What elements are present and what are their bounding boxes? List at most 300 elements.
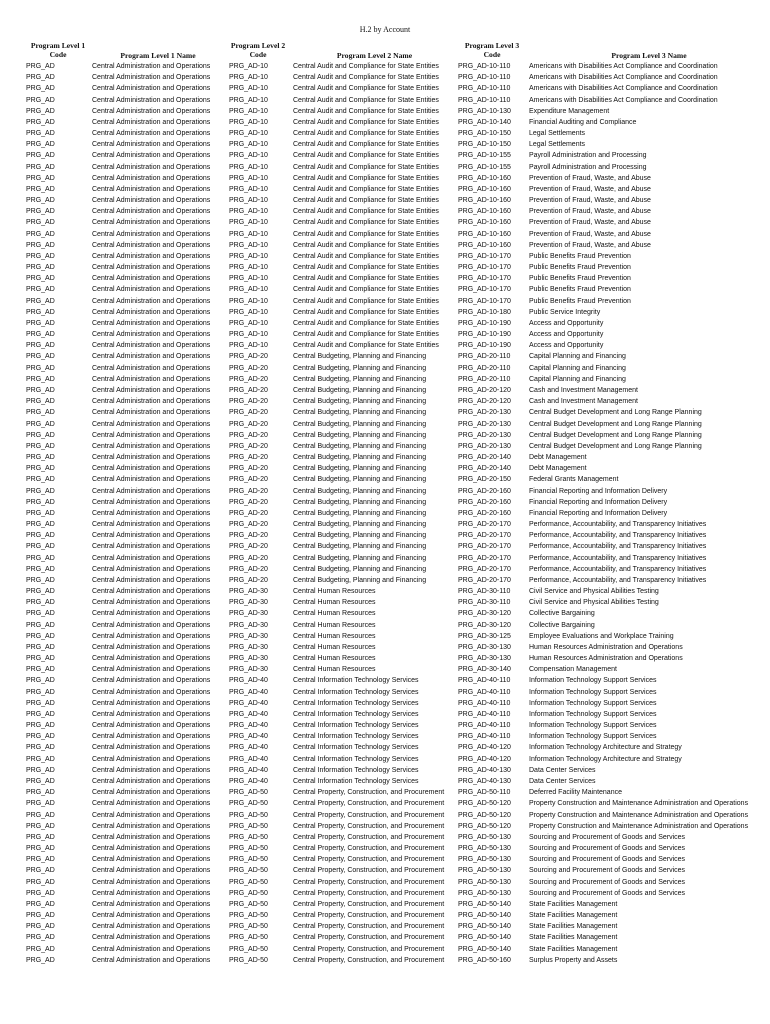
level3-name-cell: Data Center Services (529, 778, 596, 785)
level1-name-cell: Central Administration and Operations (92, 431, 211, 439)
level1-name-cell: Central Administration and Operations (92, 107, 211, 115)
level3-code-cell: PRG_AD-10-150 (458, 130, 511, 138)
level1-name-cell: Central Administration and Operations (92, 912, 211, 920)
level2-code-cell: PRG_AD-40 (229, 778, 268, 785)
level2-code-cell: PRG_AD-10 (229, 185, 268, 193)
level1-name-cell: Central Administration and Operations (92, 141, 211, 149)
level1-code-cell: PRG_AD (26, 63, 55, 70)
level3-name-cell: Performance, Accountability, and Transparency Initiatives (529, 576, 707, 584)
level3-code-cell: PRG_AD-30-120 (458, 621, 511, 629)
table-row (0, 698, 770, 709)
level3-name-cell: Capital Planning and Financing (529, 375, 626, 383)
level1-code-cell: PRG_AD (26, 867, 55, 875)
level2-name-cell: Central Budgeting, Planning and Financing (293, 386, 427, 394)
level3-code-cell: PRG_AD-50-140 (458, 912, 511, 920)
level1-name-cell: Central Administration and Operations (92, 576, 211, 584)
level3-code-cell: PRG_AD-30-120 (458, 610, 511, 618)
level3-code-cell: PRG_AD-10-110 (458, 96, 511, 104)
level1-name-cell: Central Administration and Operations (92, 487, 211, 495)
level1-code-cell: PRG_AD (26, 643, 55, 651)
level2-name-cell: Central Information Technology Services (293, 722, 419, 730)
level1-code-cell: PRG_AD (26, 130, 55, 138)
level3-name-cell: Compensation Management (529, 666, 617, 674)
level2-code-cell: PRG_AD-10 (229, 163, 268, 171)
level3-code-cell: PRG_AD-30-110 (458, 588, 511, 596)
level2-name-cell: Central Property, Construction, and Procurement (293, 789, 445, 797)
level1-name-cell: Central Administration and Operations (92, 699, 211, 707)
level2-code-cell: PRG_AD-40 (229, 710, 268, 718)
table-row (0, 877, 770, 888)
level3-code-cell: PRG_AD-10-130 (458, 107, 511, 115)
level3-code-cell: PRG_AD-10-150 (458, 141, 511, 149)
level2-code-cell: PRG_AD-40 (229, 755, 268, 763)
level2-code-cell: PRG_AD-40 (229, 733, 268, 741)
level2-name-cell: Central Property, Construction, and Procurement (293, 945, 445, 953)
header-level3-name: Program Level 3 Name (611, 51, 687, 60)
level1-code-cell: PRG_AD (26, 856, 55, 864)
level3-code-cell: PRG_AD-10-160 (458, 219, 511, 227)
level2-name-cell: Central Budgeting, Planning and Financing (293, 543, 427, 551)
level1-name-cell: Central Administration and Operations (92, 688, 211, 696)
level2-code-cell: PRG_AD-20 (229, 353, 268, 361)
level1-code-cell: PRG_AD (26, 588, 55, 596)
level1-code-cell: PRG_AD (26, 174, 55, 182)
table-row (0, 720, 770, 731)
table-row (0, 217, 770, 228)
table-row (0, 351, 770, 362)
level1-code-cell: PRG_AD (26, 778, 55, 785)
level1-name-cell: Central Administration and Operations (92, 476, 211, 484)
level2-code-cell: PRG_AD-10 (229, 197, 268, 205)
table-row (0, 340, 770, 351)
level2-code-cell: PRG_AD-20 (229, 431, 268, 439)
level3-name-cell: Sourcing and Procurement of Goods and Services (529, 833, 686, 841)
table-row (0, 329, 770, 340)
level1-code-cell: PRG_AD (26, 666, 55, 674)
level2-name-cell: Central Property, Construction, and Procurement (293, 878, 445, 886)
level3-code-cell: PRG_AD-20-160 (458, 498, 511, 506)
level1-code-cell: PRG_AD (26, 442, 55, 450)
table-row (0, 117, 770, 128)
level3-name-cell: Central Budget Development and Long Range Planning (529, 442, 702, 450)
level3-code-cell: PRG_AD-20-170 (458, 532, 511, 540)
level1-name-cell: Central Administration and Operations (92, 252, 211, 260)
report-title: H.2 by Account (359, 25, 411, 34)
level2-name-cell: Central Human Resources (293, 632, 376, 640)
level2-name-cell: Central Audit and Compliance for State Entities (293, 286, 439, 294)
table-row (0, 463, 770, 474)
level3-name-cell: Civil Service and Physical Abilities Testing (529, 599, 659, 607)
level1-code-cell: PRG_AD (26, 219, 55, 227)
level3-name-cell: Prevention of Fraud, Waste, and Abuse (529, 208, 651, 216)
table-row (0, 452, 770, 463)
level1-name-cell: Central Administration and Operations (92, 845, 211, 853)
level3-code-cell: PRG_AD-40-120 (458, 755, 511, 763)
level3-name-cell: Americans with Disabilities Act Compliance and Coordination (529, 63, 718, 70)
level2-code-cell: PRG_AD-20 (229, 364, 268, 372)
level3-name-cell: Information Technology Support Services (529, 710, 657, 718)
level2-name-cell: Central Property, Construction, and Procurement (293, 811, 445, 819)
level2-name-cell: Central Budgeting, Planning and Financing (293, 353, 427, 361)
level3-code-cell: PRG_AD-50-140 (458, 945, 511, 953)
level3-name-cell: Property Construction and Maintenance Administration and Operations (529, 822, 749, 830)
level1-code-cell: PRG_AD (26, 152, 55, 160)
table-row (0, 139, 770, 150)
level1-code-cell: PRG_AD (26, 532, 55, 540)
table-row (0, 284, 770, 295)
level2-code-cell: PRG_AD-50 (229, 889, 268, 897)
level2-name-cell: Central Budgeting, Planning and Financing (293, 409, 427, 417)
level1-code-cell: PRG_AD (26, 487, 55, 495)
level2-name-cell: Central Property, Construction, and Procurement (293, 923, 445, 931)
level1-name-cell: Central Administration and Operations (92, 655, 211, 663)
level3-name-cell: Access and Opportunity (529, 331, 604, 339)
level3-code-cell: PRG_AD-30-140 (458, 666, 511, 674)
level2-code-cell: PRG_AD-10 (229, 63, 268, 70)
level1-code-cell: PRG_AD (26, 107, 55, 115)
level1-code-cell: PRG_AD (26, 163, 55, 171)
level1-code-cell: PRG_AD (26, 208, 55, 216)
table-row (0, 61, 770, 72)
level2-name-cell: Central Information Technology Services (293, 710, 419, 718)
level3-code-cell: PRG_AD-10-160 (458, 197, 511, 205)
level3-code-cell: PRG_AD-10-170 (458, 264, 511, 272)
level2-code-cell: PRG_AD-50 (229, 867, 268, 875)
level1-code-cell: PRG_AD (26, 744, 55, 752)
level2-name-cell: Central Budgeting, Planning and Financing (293, 498, 427, 506)
level1-name-cell: Central Administration and Operations (92, 599, 211, 607)
table-row (0, 955, 770, 966)
level1-name-cell: Central Administration and Operations (92, 498, 211, 506)
level1-name-cell: Central Administration and Operations (92, 543, 211, 551)
level1-name-cell: Central Administration and Operations (92, 677, 211, 685)
level1-name-cell: Central Administration and Operations (92, 264, 211, 272)
level2-code-cell: PRG_AD-10 (229, 275, 268, 283)
level3-name-cell: Central Budget Development and Long Range Planning (529, 431, 702, 439)
level3-name-cell: Information Technology Architecture and Strategy (529, 744, 682, 752)
level1-name-cell: Central Administration and Operations (92, 878, 211, 886)
level1-code-cell: PRG_AD (26, 554, 55, 562)
table-row (0, 106, 770, 117)
level1-code-cell: PRG_AD (26, 197, 55, 205)
table-row (0, 318, 770, 329)
level2-name-cell: Central Budgeting, Planning and Financing (293, 454, 427, 462)
level2-name-cell: Central Budgeting, Planning and Financing (293, 398, 427, 406)
level3-code-cell: PRG_AD-10-170 (458, 297, 511, 305)
table-row (0, 307, 770, 318)
level1-name-cell: Central Administration and Operations (92, 934, 211, 942)
level2-name-cell: Central Information Technology Services (293, 733, 419, 741)
level3-code-cell: PRG_AD-20-170 (458, 521, 511, 529)
table-row (0, 407, 770, 418)
level3-code-cell: PRG_AD-20-120 (458, 386, 511, 394)
level2-name-cell: Central Property, Construction, and Procurement (293, 867, 445, 875)
level1-name-cell: Central Administration and Operations (92, 308, 211, 316)
table-row (0, 642, 770, 653)
level2-name-cell: Central Information Technology Services (293, 755, 419, 763)
level2-name-cell: Central Property, Construction, and Procurement (293, 833, 445, 841)
level3-name-cell: Central Budget Development and Long Range Planning (529, 420, 702, 428)
level3-name-cell: Payroll Administration and Processing (529, 163, 647, 171)
level3-name-cell: Prevention of Fraud, Waste, and Abuse (529, 185, 651, 193)
level3-name-cell: Information Technology Architecture and Strategy (529, 755, 682, 763)
level3-code-cell: PRG_AD-10-155 (458, 152, 511, 160)
level2-name-cell: Central Human Resources (293, 643, 376, 651)
level3-name-cell: Property Construction and Maintenance Administration and Operations (529, 800, 749, 808)
level3-name-cell: Performance, Accountability, and Transparency Initiatives (529, 532, 707, 540)
level1-name-cell: Central Administration and Operations (92, 588, 211, 596)
level1-name-cell: Central Administration and Operations (92, 353, 211, 361)
level3-name-cell: Prevention of Fraud, Waste, and Abuse (529, 230, 651, 238)
level2-code-cell: PRG_AD-50 (229, 923, 268, 931)
level2-code-cell: PRG_AD-50 (229, 800, 268, 808)
level3-name-cell: Sourcing and Procurement of Goods and Services (529, 867, 686, 875)
table-row (0, 474, 770, 485)
level2-code-cell: PRG_AD-20 (229, 409, 268, 417)
level1-code-cell: PRG_AD (26, 275, 55, 283)
table-row (0, 653, 770, 664)
level3-code-cell: PRG_AD-50-130 (458, 856, 511, 864)
level3-name-cell: Information Technology Support Services (529, 722, 657, 730)
level1-name-cell: Central Administration and Operations (92, 96, 211, 104)
level2-code-cell: PRG_AD-10 (229, 241, 268, 249)
table-row (0, 787, 770, 798)
level1-code-cell: PRG_AD (26, 364, 55, 372)
level3-name-cell: Prevention of Fraud, Waste, and Abuse (529, 197, 651, 205)
table-row (0, 519, 770, 530)
level1-code-cell: PRG_AD (26, 353, 55, 361)
level2-code-cell: PRG_AD-20 (229, 576, 268, 584)
level3-code-cell: PRG_AD-20-160 (458, 487, 511, 495)
level2-name-cell: Central Audit and Compliance for State Entities (293, 197, 439, 205)
level2-code-cell: PRG_AD-20 (229, 565, 268, 573)
level3-code-cell: PRG_AD-50-140 (458, 934, 511, 942)
level2-code-cell: PRG_AD-10 (229, 130, 268, 138)
table-row (0, 821, 770, 832)
level3-code-cell: PRG_AD-10-190 (458, 319, 511, 327)
table-row (0, 776, 770, 787)
level1-name-cell: Central Administration and Operations (92, 722, 211, 730)
level2-name-cell: Central Budgeting, Planning and Financing (293, 465, 427, 473)
level2-code-cell: PRG_AD-10 (229, 96, 268, 104)
level3-name-cell: Employee Evaluations and Workplace Training (529, 632, 674, 640)
table-row (0, 564, 770, 575)
table-row (0, 586, 770, 597)
level2-code-cell: PRG_AD-50 (229, 845, 268, 853)
level1-name-cell: Central Administration and Operations (92, 465, 211, 473)
level1-name-cell: Central Administration and Operations (92, 319, 211, 327)
level2-name-cell: Central Human Resources (293, 588, 376, 596)
level3-name-cell: Financial Auditing and Compliance (529, 118, 637, 126)
level2-name-cell: Central Audit and Compliance for State Entities (293, 152, 439, 160)
level1-name-cell: Central Administration and Operations (92, 163, 211, 171)
level1-name-cell: Central Administration and Operations (92, 454, 211, 462)
level1-code-cell: PRG_AD (26, 543, 55, 551)
level1-code-cell: PRG_AD (26, 241, 55, 249)
level1-name-cell: Central Administration and Operations (92, 565, 211, 573)
level3-name-cell: Sourcing and Procurement of Goods and Services (529, 856, 686, 864)
level2-name-cell: Central Audit and Compliance for State Entities (293, 275, 439, 283)
table-row (0, 575, 770, 586)
level2-name-cell: Central Budgeting, Planning and Financing (293, 576, 427, 584)
level2-name-cell: Central Information Technology Services (293, 778, 419, 785)
level1-code-cell: PRG_AD (26, 118, 55, 126)
level3-name-cell: Financial Reporting and Information Delivery (529, 498, 668, 506)
level3-name-cell: Public Benefits Fraud Prevention (529, 297, 631, 305)
table-row (0, 530, 770, 541)
level3-name-cell: Federal Grants Management (529, 476, 619, 484)
table-row (0, 206, 770, 217)
table-row (0, 765, 770, 776)
level1-name-cell: Central Administration and Operations (92, 375, 211, 383)
table-row (0, 742, 770, 753)
level1-name-cell: Central Administration and Operations (92, 945, 211, 953)
level3-name-cell: Central Budget Development and Long Range Planning (529, 409, 702, 417)
level1-name-cell: Central Administration and Operations (92, 442, 211, 450)
level2-name-cell: Central Audit and Compliance for State Entities (293, 63, 439, 70)
table-row (0, 273, 770, 284)
level1-name-cell: Central Administration and Operations (92, 833, 211, 841)
level2-name-cell: Central Budgeting, Planning and Financing (293, 554, 427, 562)
level1-code-cell: PRG_AD (26, 96, 55, 104)
level3-code-cell: PRG_AD-20-140 (458, 454, 511, 462)
level3-name-cell: Americans with Disabilities Act Compliance and Coordination (529, 96, 718, 104)
level2-name-cell: Central Property, Construction, and Procurement (293, 800, 445, 808)
table-row (0, 363, 770, 374)
level1-code-cell: PRG_AD (26, 833, 55, 841)
table-row (0, 262, 770, 273)
level1-code-cell: PRG_AD (26, 74, 55, 82)
level1-name-cell: Central Administration and Operations (92, 621, 211, 629)
level1-name-cell: Central Administration and Operations (92, 241, 211, 249)
level2-name-cell: Central Information Technology Services (293, 677, 419, 685)
level3-name-cell: State Facilities Management (529, 900, 618, 908)
level1-code-cell: PRG_AD (26, 710, 55, 718)
level1-code-cell: PRG_AD (26, 420, 55, 428)
table-row (0, 486, 770, 497)
level2-name-cell: Central Audit and Compliance for State Entities (293, 208, 439, 216)
level2-code-cell: PRG_AD-10 (229, 286, 268, 294)
level2-name-cell: Central Audit and Compliance for State Entities (293, 241, 439, 249)
table-row (0, 843, 770, 854)
table-row (0, 72, 770, 83)
level1-code-cell: PRG_AD (26, 319, 55, 327)
level3-code-cell: PRG_AD-10-160 (458, 185, 511, 193)
level1-code-cell: PRG_AD (26, 498, 55, 506)
level1-code-cell: PRG_AD (26, 621, 55, 629)
level1-name-cell: Central Administration and Operations (92, 800, 211, 808)
level3-code-cell: PRG_AD-50-130 (458, 889, 511, 897)
table-row (0, 251, 770, 262)
level1-name-cell: Central Administration and Operations (92, 386, 211, 394)
level1-name-cell: Central Administration and Operations (92, 610, 211, 618)
level3-name-cell: Human Resources Administration and Operations (529, 655, 683, 663)
level2-name-cell: Central Budgeting, Planning and Financing (293, 521, 427, 529)
level3-code-cell: PRG_AD-30-130 (458, 643, 511, 651)
table-row (0, 162, 770, 173)
level3-name-cell: Property Construction and Maintenance Administration and Operations (529, 811, 749, 819)
level3-name-cell: Payroll Administration and Processing (529, 152, 647, 160)
level2-code-cell: PRG_AD-40 (229, 677, 268, 685)
level2-name-cell: Central Audit and Compliance for State Entities (293, 297, 439, 305)
level1-code-cell: PRG_AD (26, 766, 55, 774)
level3-code-cell: PRG_AD-50-140 (458, 900, 511, 908)
level3-name-cell: Data Center Services (529, 766, 596, 774)
level1-code-cell: PRG_AD (26, 677, 55, 685)
level2-code-cell: PRG_AD-50 (229, 912, 268, 920)
level1-code-cell: PRG_AD (26, 632, 55, 640)
level2-code-cell: PRG_AD-10 (229, 219, 268, 227)
table-row (0, 497, 770, 508)
level3-name-cell: Capital Planning and Financing (529, 364, 626, 372)
table-row (0, 620, 770, 631)
level1-code-cell: PRG_AD (26, 431, 55, 439)
level1-code-cell: PRG_AD (26, 912, 55, 920)
table-row (0, 83, 770, 94)
level2-code-cell: PRG_AD-10 (229, 331, 268, 339)
level3-code-cell: PRG_AD-10-110 (458, 63, 511, 70)
level2-code-cell: PRG_AD-20 (229, 375, 268, 383)
level1-name-cell: Central Administration and Operations (92, 733, 211, 741)
level1-code-cell: PRG_AD (26, 822, 55, 830)
level1-name-cell: Central Administration and Operations (92, 532, 211, 540)
level3-name-cell: Collective Bargaining (529, 610, 595, 618)
level2-name-cell: Central Budgeting, Planning and Financing (293, 476, 427, 484)
level3-code-cell: PRG_AD-10-110 (458, 85, 511, 93)
level3-name-cell: Legal Settlements (529, 141, 586, 149)
table-row (0, 709, 770, 720)
level2-name-cell: Central Property, Construction, and Procurement (293, 934, 445, 942)
level3-code-cell: PRG_AD-50-130 (458, 878, 511, 886)
level3-name-cell: Financial Reporting and Information Delivery (529, 509, 668, 517)
table-row (0, 664, 770, 675)
level1-code-cell: PRG_AD (26, 398, 55, 406)
level1-name-cell: Central Administration and Operations (92, 63, 211, 70)
level3-code-cell: PRG_AD-40-110 (458, 699, 511, 707)
level2-name-cell: Central Budgeting, Planning and Financing (293, 532, 427, 540)
level2-code-cell: PRG_AD-20 (229, 487, 268, 495)
level1-code-cell: PRG_AD (26, 509, 55, 517)
level3-code-cell: PRG_AD-10-160 (458, 208, 511, 216)
level2-code-cell: PRG_AD-30 (229, 655, 268, 663)
level1-name-cell: Central Administration and Operations (92, 286, 211, 294)
level1-code-cell: PRG_AD (26, 722, 55, 730)
table-row (0, 95, 770, 106)
table-row (0, 865, 770, 876)
level3-code-cell: PRG_AD-20-170 (458, 543, 511, 551)
level2-name-cell: Central Audit and Compliance for State Entities (293, 264, 439, 272)
level3-name-cell: Legal Settlements (529, 130, 586, 138)
level1-code-cell: PRG_AD (26, 699, 55, 707)
level3-code-cell: PRG_AD-10-140 (458, 118, 511, 126)
level1-code-cell: PRG_AD (26, 476, 55, 484)
level1-name-cell: Central Administration and Operations (92, 331, 211, 339)
level2-code-cell: PRG_AD-20 (229, 498, 268, 506)
level2-code-cell: PRG_AD-50 (229, 956, 268, 964)
table-row (0, 798, 770, 809)
level2-code-cell: PRG_AD-10 (229, 85, 268, 93)
level1-code-cell: PRG_AD (26, 800, 55, 808)
table-row (0, 419, 770, 430)
level3-code-cell: PRG_AD-40-120 (458, 744, 511, 752)
level1-code-cell: PRG_AD (26, 185, 55, 193)
level2-code-cell: PRG_AD-10 (229, 118, 268, 126)
level1-name-cell: Central Administration and Operations (92, 632, 211, 640)
table-row (0, 631, 770, 642)
level1-name-cell: Central Administration and Operations (92, 643, 211, 651)
table-row (0, 944, 770, 955)
level2-code-cell: PRG_AD-50 (229, 833, 268, 841)
